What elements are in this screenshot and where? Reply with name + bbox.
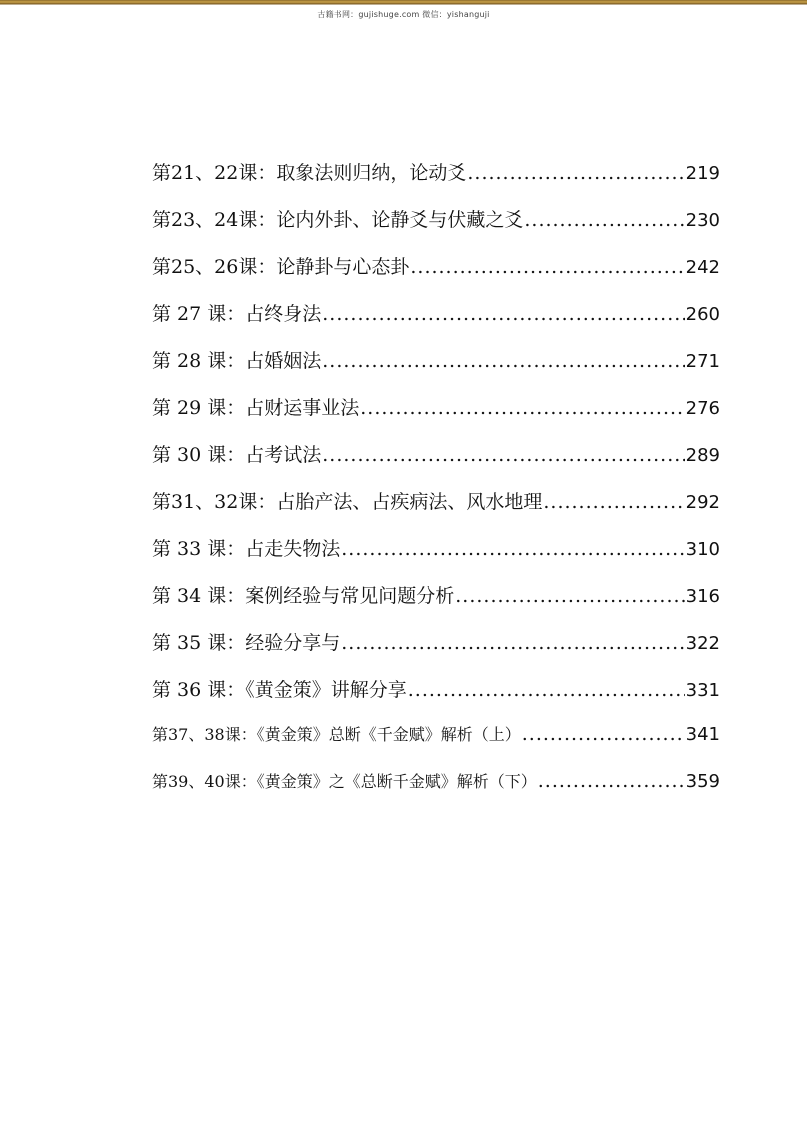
toc-entry-page-number: 322 [685, 633, 720, 654]
dot-leader [322, 303, 684, 325]
toc-entry[interactable] [152, 487, 720, 534]
dot-leader [524, 209, 684, 231]
toc-entry-title: 第23、24课：论内外卦、论静爻与伏藏之爻 [152, 209, 524, 231]
toc-entry[interactable] [152, 252, 720, 299]
toc-entry[interactable] [152, 346, 720, 393]
toc-entry-title: 第25、26课：论静卦与心态卦 [152, 256, 410, 278]
dot-leader [538, 770, 685, 792]
toc-entry[interactable] [152, 675, 720, 722]
dot-leader [408, 679, 685, 701]
toc-entry[interactable] [152, 158, 720, 205]
toc-entry-page-number: 230 [685, 210, 720, 231]
toc-entry-page-number: 260 [685, 304, 720, 325]
toc-entry[interactable] [152, 440, 720, 487]
toc-entry-title: 第39、40课：《黄金策》之《总断千金赋》解析（下） [152, 772, 537, 791]
toc-entry-title: 第 33 课：占走失物法 [152, 538, 341, 560]
toc-entry-page-number: 271 [685, 351, 720, 372]
toc-entry-page-number: 292 [685, 492, 720, 513]
toc-entry[interactable] [152, 393, 720, 440]
toc-entry-page-number: 242 [685, 257, 720, 278]
toc-entry-title: 第 35 课：经验分享与 [152, 632, 341, 654]
table-of-contents [152, 158, 720, 816]
dot-leader [522, 723, 685, 745]
toc-entry-page-number: 310 [685, 539, 720, 560]
toc-entry-page-number: 359 [685, 771, 720, 792]
toc-entry[interactable] [152, 769, 720, 816]
toc-entry-title: 第21、22课：取象法则归纳，论动爻 [152, 162, 467, 184]
toc-entry-page-number: 289 [685, 445, 720, 466]
toc-entry[interactable] [152, 534, 720, 581]
toc-entry-page-number: 276 [685, 398, 720, 419]
toc-entry[interactable] [152, 205, 720, 252]
toc-entry[interactable] [152, 299, 720, 346]
toc-entry-page-number: 316 [685, 586, 720, 607]
dot-leader [341, 538, 684, 560]
toc-entry-title: 第 36 课：《黄金策》讲解分享 [152, 679, 407, 701]
toc-entry-title: 第 27 课：占终身法 [152, 303, 322, 325]
site-watermark-header: 古籍书网：gujishuge.com 微信：yishanguji [317, 10, 490, 19]
dot-leader [467, 162, 684, 184]
toc-entry-title: 第31、32课：占胎产法、占疾病法、风水地理 [152, 491, 543, 513]
dot-leader [410, 256, 684, 278]
toc-entry-page-number: 219 [685, 163, 720, 184]
toc-entry-title: 第37、38课：《黄金策》总断《千金赋》解析（上） [152, 725, 521, 744]
top-border-rule [0, 0, 807, 5]
toc-entry[interactable] [152, 581, 720, 628]
toc-entry[interactable] [152, 722, 720, 769]
toc-entry-page-number: 341 [685, 724, 720, 745]
toc-entry-title: 第 29 课：占财运事业法 [152, 397, 360, 419]
dot-leader [341, 632, 684, 654]
dot-leader [455, 585, 684, 607]
dot-leader [360, 397, 684, 419]
toc-entry[interactable] [152, 628, 720, 675]
dot-leader [543, 491, 684, 513]
toc-entry-page-number: 331 [685, 680, 720, 701]
dot-leader [322, 350, 684, 372]
toc-entry-title: 第 34 课：案例经验与常见问题分析 [152, 585, 455, 607]
toc-entry-title: 第 28 课：占婚姻法 [152, 350, 322, 372]
dot-leader [322, 444, 684, 466]
toc-entry-title: 第 30 课：占考试法 [152, 444, 322, 466]
